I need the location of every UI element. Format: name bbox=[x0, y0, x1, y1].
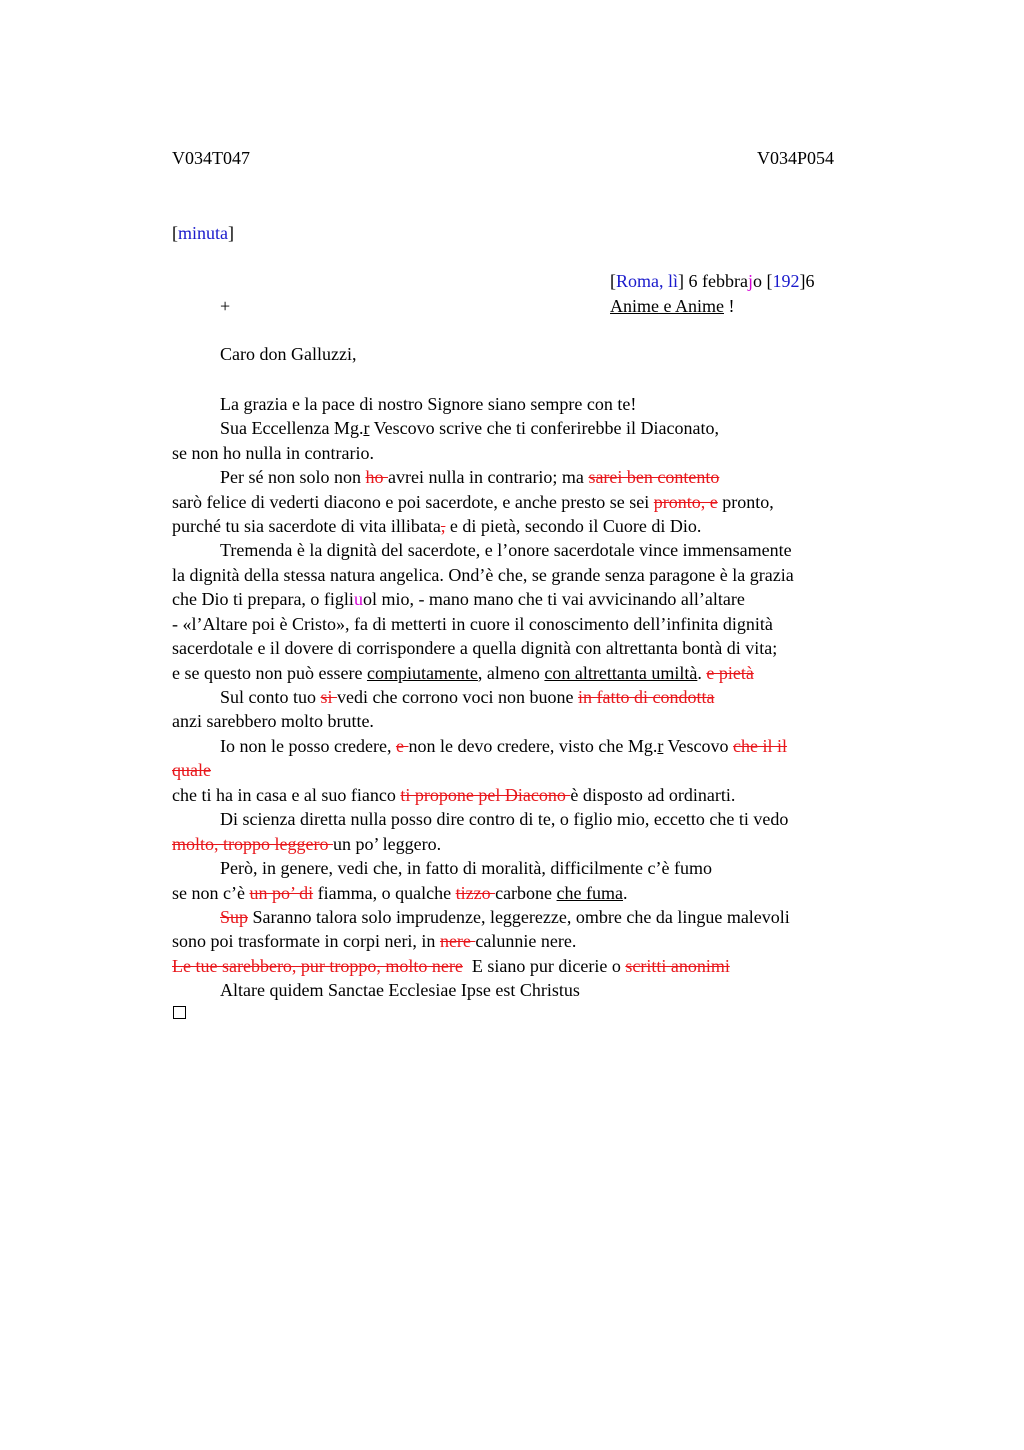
deletion: si bbox=[320, 687, 338, 707]
body-line-12: e se questo non può essere compiutamente, almeno con altrettanta umiltà. e pietà bbox=[172, 663, 754, 683]
correction: u bbox=[353, 589, 363, 609]
dateline-year-bracket: 192 bbox=[772, 271, 800, 291]
dateline-day-a: 6 febbra bbox=[688, 271, 748, 291]
body-line-24: Le tue sarebbero, pur troppo, molto nere E siano pur dicerie o scritti anonimi bbox=[172, 956, 730, 976]
body-line-3: se non ho nulla in contrario. bbox=[172, 443, 374, 463]
deletion: quale bbox=[172, 760, 211, 780]
deletion: tizzo bbox=[455, 883, 496, 903]
body-line-15: Io non le posso credere, e non le devo credere, visto che Mg.r Vescovo che il il bbox=[220, 736, 788, 756]
body-line-17: che ti ha in casa e al suo fianco ti propone pel Diacono è disposto ad ordinarti. bbox=[172, 785, 736, 805]
body-line-8: la dignità della stessa natura angelica. Ond’è che, se grande senza paragone è la grazia bbox=[172, 565, 794, 585]
body-line-5: sarò felice di vederti diacono e poi sacerdote, e anche presto se sei pronto, e pronto, bbox=[172, 492, 774, 512]
deletion: sarei ben contento bbox=[588, 467, 720, 487]
deletion: Le tue sarebbero, pur troppo, molto nere bbox=[172, 956, 463, 976]
deletion: Sup bbox=[220, 907, 249, 927]
body-line-13: Sul conto tuo si vedi che corrono voci non buone in fatto di condotta bbox=[220, 687, 715, 707]
body-line-25: Altare quidem Sanctae Ecclesiae Ipse est Christus bbox=[220, 980, 580, 1000]
deletion: nere bbox=[439, 931, 476, 951]
dateline: [Roma, lì] 6 febbrajo [192]6 bbox=[610, 271, 815, 291]
body-line-19: molto, troppo leggero un po’ leggero. bbox=[172, 834, 442, 854]
dateline-correction: j bbox=[747, 271, 753, 291]
salutation: Caro don Galluzzi, bbox=[220, 344, 357, 364]
dateline-year-tail: 6 bbox=[805, 271, 815, 291]
deletion: , bbox=[440, 516, 446, 536]
deletion: molto, troppo leggero bbox=[172, 834, 333, 854]
body-line-4: Per sé non solo non ho avrei nulla in contrario; ma sarei ben contento bbox=[220, 467, 720, 487]
deletion: pronto, e bbox=[653, 492, 718, 512]
deletion: che il il bbox=[733, 736, 788, 756]
minuta-label: minuta bbox=[178, 223, 228, 243]
deletion: ti propone pel Diacono bbox=[400, 785, 571, 805]
deletion: ho bbox=[365, 467, 388, 487]
body-line-21: se non c’è un po’ di fiamma, o qualche tizzo carbone che fuma. bbox=[172, 883, 628, 903]
document-code-right: V034P054 bbox=[757, 148, 835, 168]
minuta-note: [minuta] bbox=[172, 223, 234, 243]
body-line-1: La grazia e la pace di nostro Signore siano sempre con te! bbox=[220, 394, 637, 414]
motto-excl: ! bbox=[728, 296, 735, 316]
cross-mark: + bbox=[220, 296, 231, 316]
deletion: scritti anonimi bbox=[625, 956, 730, 976]
motto bbox=[610, 294, 734, 318]
deletion: e pietà bbox=[706, 663, 754, 683]
dateline-day-b: o bbox=[752, 271, 762, 291]
body-line-23: sono poi trasformate in corpi neri, in nere calunnie nere. bbox=[172, 931, 577, 951]
body-line-22: Sup Saranno talora solo imprudenze, leggerezze, ombre che da lingue malevoli bbox=[220, 907, 790, 927]
body-line-10: - «l’Altare poi è Cristo», fa di metterti in cuore il conoscimento dell’infinita dignità bbox=[172, 614, 773, 634]
deletion: un po’ di bbox=[249, 883, 314, 903]
dateline-place: Roma, lì bbox=[616, 271, 678, 291]
body-line-20: Però, in genere, vedi che, in fatto di moralità, difficilmente c’è fumo bbox=[220, 858, 712, 878]
deletion: e bbox=[395, 736, 409, 756]
body-line-14: anzi sarebbero molto brutte. bbox=[172, 711, 374, 731]
deletion: in fatto di condotta bbox=[577, 687, 715, 707]
document-code-left: V034T047 bbox=[172, 148, 250, 168]
body-line-11: sacerdotale e il dovere di corrispondere a quella dignità con altrettanta bontà di vita; bbox=[172, 638, 778, 658]
body-line-7: Tremenda è la dignità del sacerdote, e l’onore sacerdotale vince immensamente bbox=[220, 540, 792, 560]
body-line-18: Di scienza diretta nulla posso dire contro di te, o figlio mio, eccetto che ti vedo bbox=[220, 809, 789, 829]
body-line-9: che Dio ti prepara, o figliuol mio, - mano mano che ti vai avvicinando all’altare bbox=[172, 589, 745, 609]
end-square-icon bbox=[173, 1006, 186, 1019]
body-line-16 bbox=[172, 758, 211, 782]
body-line-2: Sua Eccellenza Mg.r Vescovo scrive che ti conferirebbe il Diaconato, bbox=[220, 418, 719, 438]
motto-text: Anime e Anime bbox=[610, 296, 724, 316]
body-line-6: purché tu sia sacerdote di vita illibata, e di pietà, secondo il Cuore di Dio. bbox=[172, 516, 702, 536]
